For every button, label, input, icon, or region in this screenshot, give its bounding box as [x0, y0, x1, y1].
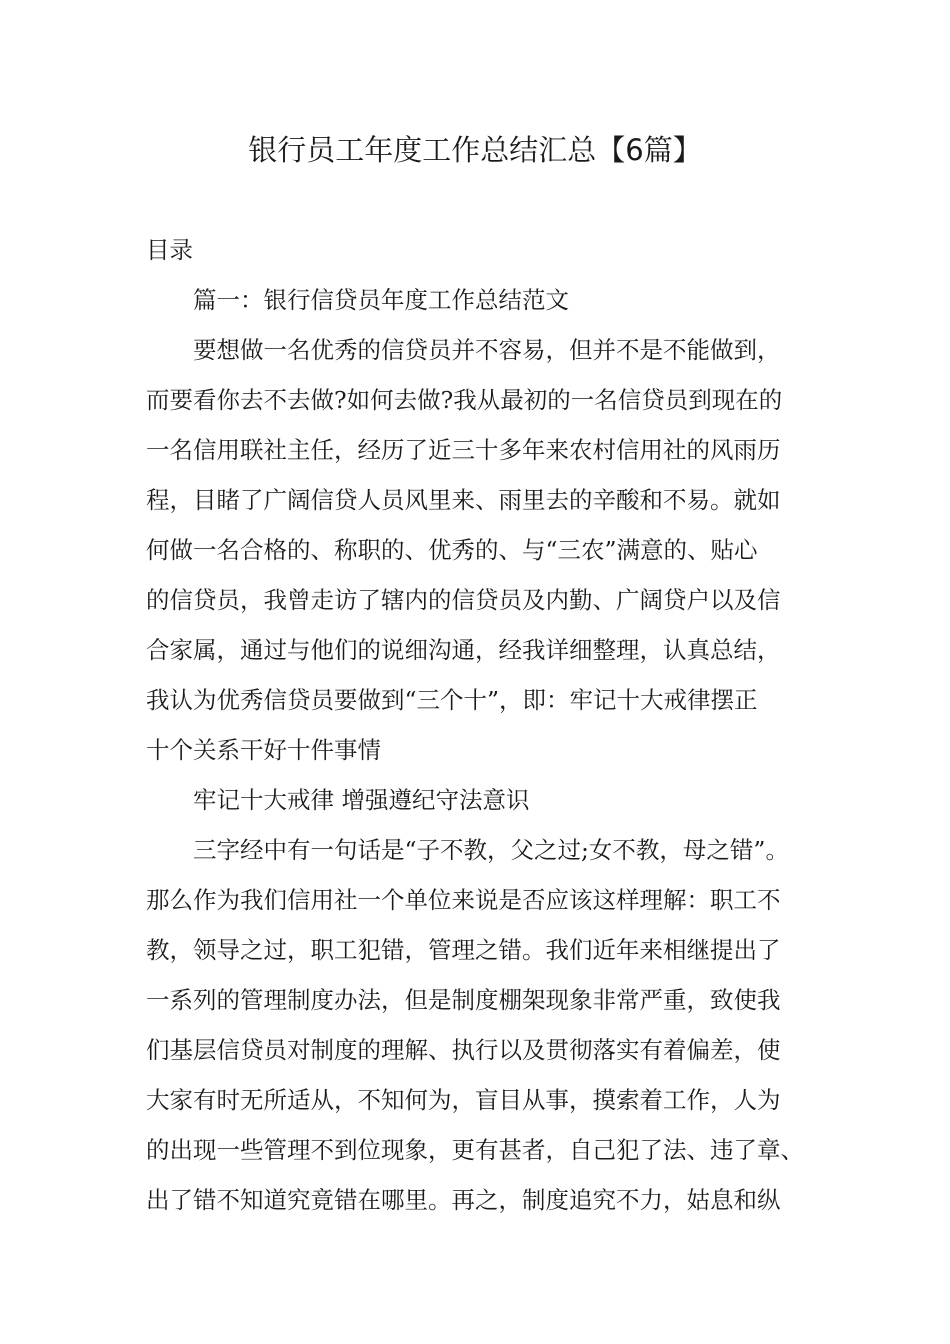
paragraph-line: 我认为优秀信贷员要做到“三个十”，即：牢记十大戒律摆正 — [146, 686, 758, 714]
section-heading: 牢记十大戒律 增强遵纪守法意识 — [193, 786, 530, 814]
paragraph-line: 合家属，通过与他们的说细沟通，经我详细整理，认真总结， — [146, 636, 781, 664]
paragraph-line: 教，领导之过，职工犯错，管理之错。我们近年来相继提出了 — [146, 936, 781, 964]
paragraph-line: 的出现一些管理不到位现象，更有甚者，自己犯了法、违了章、 — [146, 1136, 804, 1164]
paragraph-line: 要想做一名优秀的信贷员并不容易，但并不是不能做到， — [193, 336, 781, 364]
paragraph-line: 而要看你去不去做?如何去做?我从最初的一名信贷员到现在的 — [146, 386, 783, 414]
toc-entry-chapter-1: 篇一：银行信贷员年度工作总结范文 — [193, 286, 569, 314]
paragraph-line: 们基层信贷员对制度的理解、执行以及贯彻落实有着偏差，使 — [146, 1036, 781, 1064]
paragraph-line: 大家有时无所适从，不知何为，盲目从事，摸索着工作，人为 — [146, 1086, 781, 1114]
paragraph-line: 何做一名合格的、称职的、优秀的、与“三农”满意的、贴心 — [146, 536, 758, 564]
paragraph-line: 三字经中有一句话是“子不教，父之过;女不教，母之错”。 — [193, 836, 789, 864]
paragraph-line: 十个关系干好十件事情 — [146, 736, 381, 764]
paragraph-line: 出了错不知道究竟错在哪里。再之，制度追究不力，姑息和纵 — [146, 1186, 781, 1214]
document-title: 银行员工年度工作总结汇总【6篇】 — [248, 133, 702, 167]
paragraph-line: 一名信用联社主任，经历了近三十多年来农村信用社的风雨历 — [146, 436, 781, 464]
paragraph-line: 的信贷员，我曾走访了辖内的信贷员及内勤、广阔贷户以及信 — [146, 586, 781, 614]
paragraph-line: 一系列的管理制度办法，但是制度棚架现象非常严重，致使我 — [146, 986, 781, 1014]
paragraph-line: 程，目睹了广阔信贷人员风里来、雨里去的辛酸和不易。就如 — [146, 486, 781, 514]
toc-heading: 目录 — [146, 236, 193, 264]
paragraph-line: 那么作为我们信用社一个单位来说是否应该这样理解：职工不 — [146, 886, 781, 914]
